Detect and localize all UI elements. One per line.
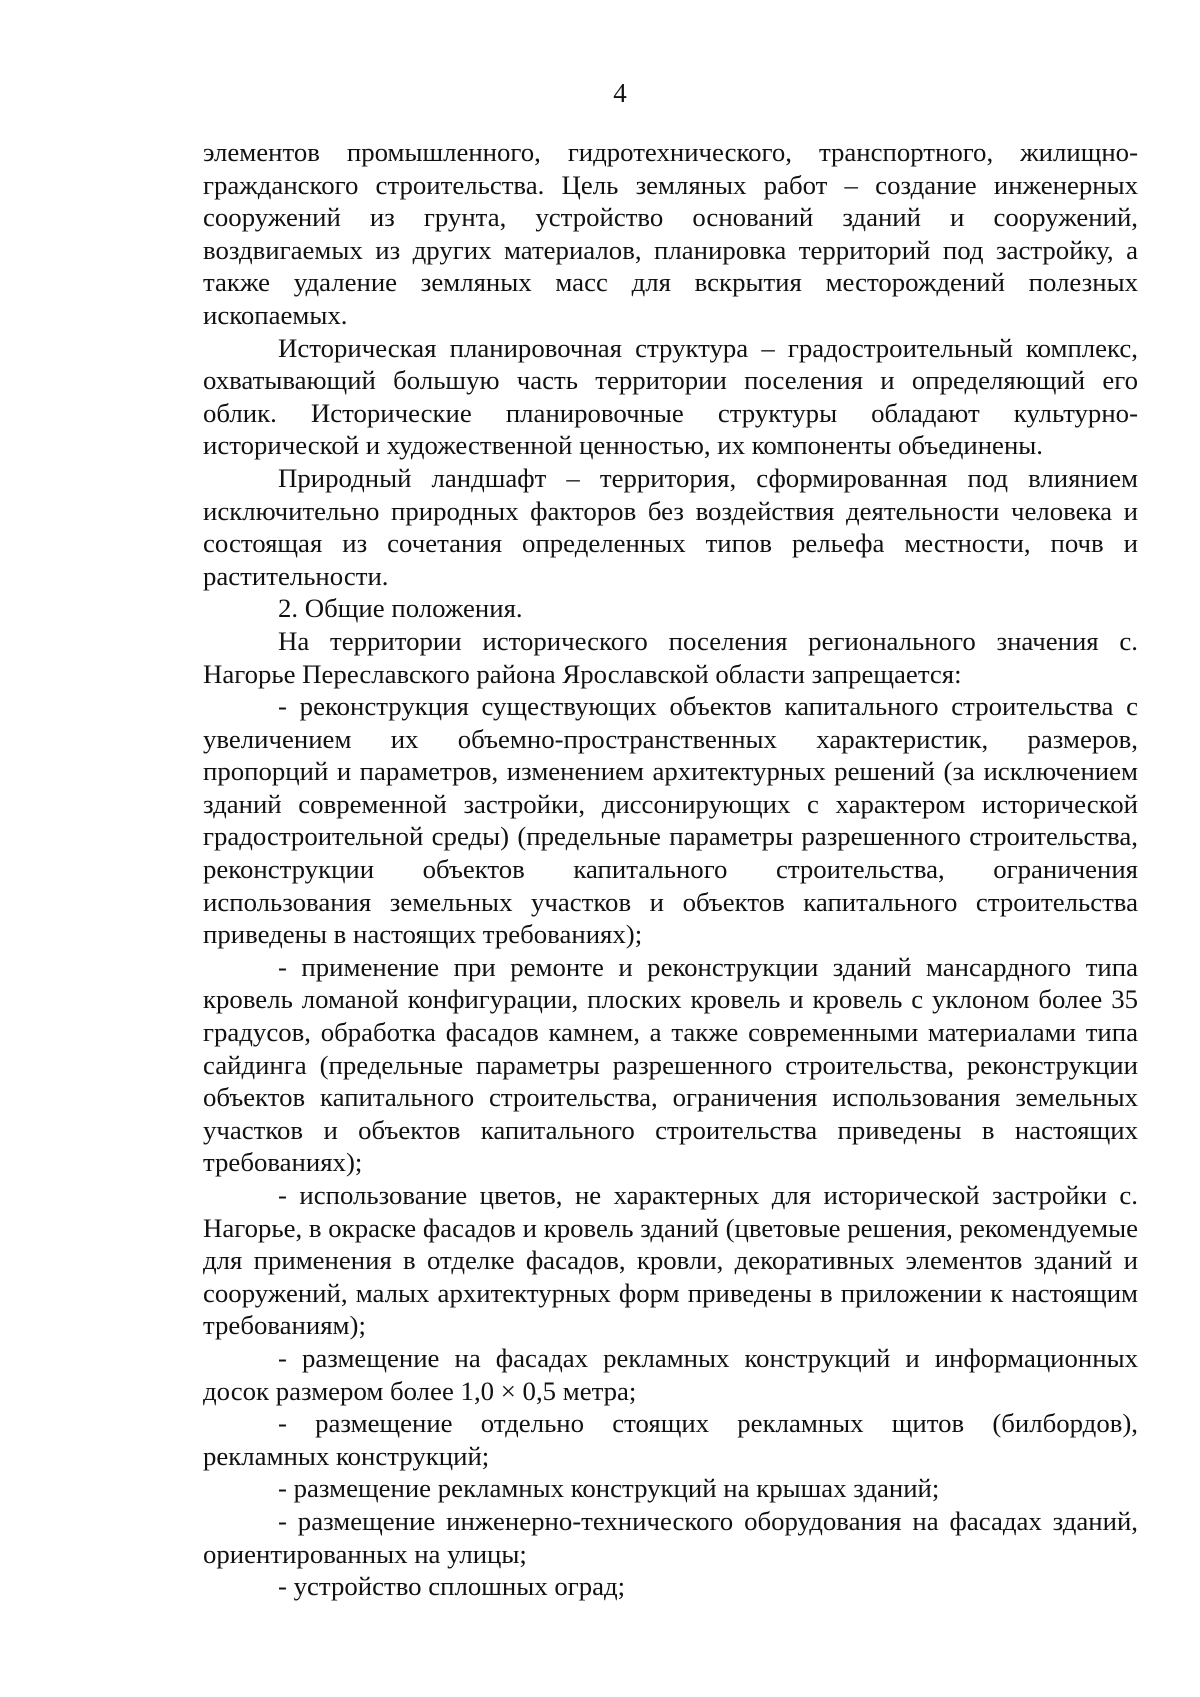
list-item-reconstruction: - реконструкция существующих объектов капитального строительства с увеличением их объемно-пространственных характеристик, размеров, пропорций и параметров, изменением архитектурных решений (за исключением зданий современной застройки, диссонирующих с характером исторической градостроительной среды) (предельные параметры разрешенного строительства, реконструкции объектов капитального строительства, ограничения использования земельных участков и объектов капитального строительства приведены в настоящих требованиях); <box>203 691 1138 950</box>
paragraph-earthworks-continuation: элементов промышленного, гидротехнического, транспортного, жилищно-гражданского строительства. Цель земляных работ – создание инженерных сооружений из грунта, устройство оснований зданий и сооружений, воздвигаемых из других материалов, планировка территорий под застройку, а также удаление земляных масс для вскрытия месторождений полезных ископаемых. <box>203 137 1138 330</box>
list-item-solid-fences: - устройство сплошных оград; <box>278 1571 626 1602</box>
list-item-roofing-and-facades: - применение при ремонте и реконструкции зданий мансардного типа кровель ломаной конфигурации, плоских кровель и кровель с уклоном более 35 градусов, обработка фасадов камнем, а также современными материалами типа сайдинга (предельные параметры разрешенного строительства, реконструкции объектов капитального строительства, ограничения использования земельных участков и объектов капитального строительства приведены в настоящих требованиях); <box>203 951 1138 1178</box>
list-item-colors: - использование цветов, не характерных для исторической застройки с. Нагорье, в окраске фасадов и кровель зданий (цветовые решения, рекомендуемые для применения в отделке фасадов, кровли, декоративных элементов зданий и сооружений, малых архитектурных форм приведены в приложении к настоящим требованиям); <box>203 1180 1138 1341</box>
section-heading-general-provisions: 2. Общие положения. <box>278 593 523 624</box>
list-item-billboards: - размещение отдельно стоящих рекламных щитов (билбордов), рекламных конструкций; <box>203 1408 1138 1471</box>
list-item-engineering-equipment: - размещение инженерно-технического оборудования на фасадах зданий, ориентированных на улицы; <box>203 1505 1138 1569</box>
list-item-roof-advertising: - размещение рекламных конструкций на крышах зданий; <box>278 1473 940 1504</box>
paragraph-historical-planning-structure: Историческая планировочная структура – градостроительный комплекс, охватывающий большую часть территории поселения и определяющий его облик. Исторические планировочные структуры обладают культурно-исторической и художественной ценностью, их компоненты объединены. <box>203 332 1138 461</box>
document-body <box>203 136 1138 1603</box>
list-item-facade-advertising: - размещение на фасадах рекламных конструкций и информационных досок размером более 1,0 × 0,5 метра; <box>203 1342 1138 1406</box>
paragraph-natural-landscape: Природный ландшафт – территория, сформированная под влиянием исключительно природных факторов без воздействия деятельности человека и состоящая из сочетания определенных типов рельефа местности, почв и растительности. <box>203 462 1138 591</box>
page-number: 4 <box>613 78 627 108</box>
paragraph-prohibitions-intro: На территории исторического поселения регионального значения с. Нагорье Переславского района Ярославской области запрещается: <box>203 625 1138 689</box>
